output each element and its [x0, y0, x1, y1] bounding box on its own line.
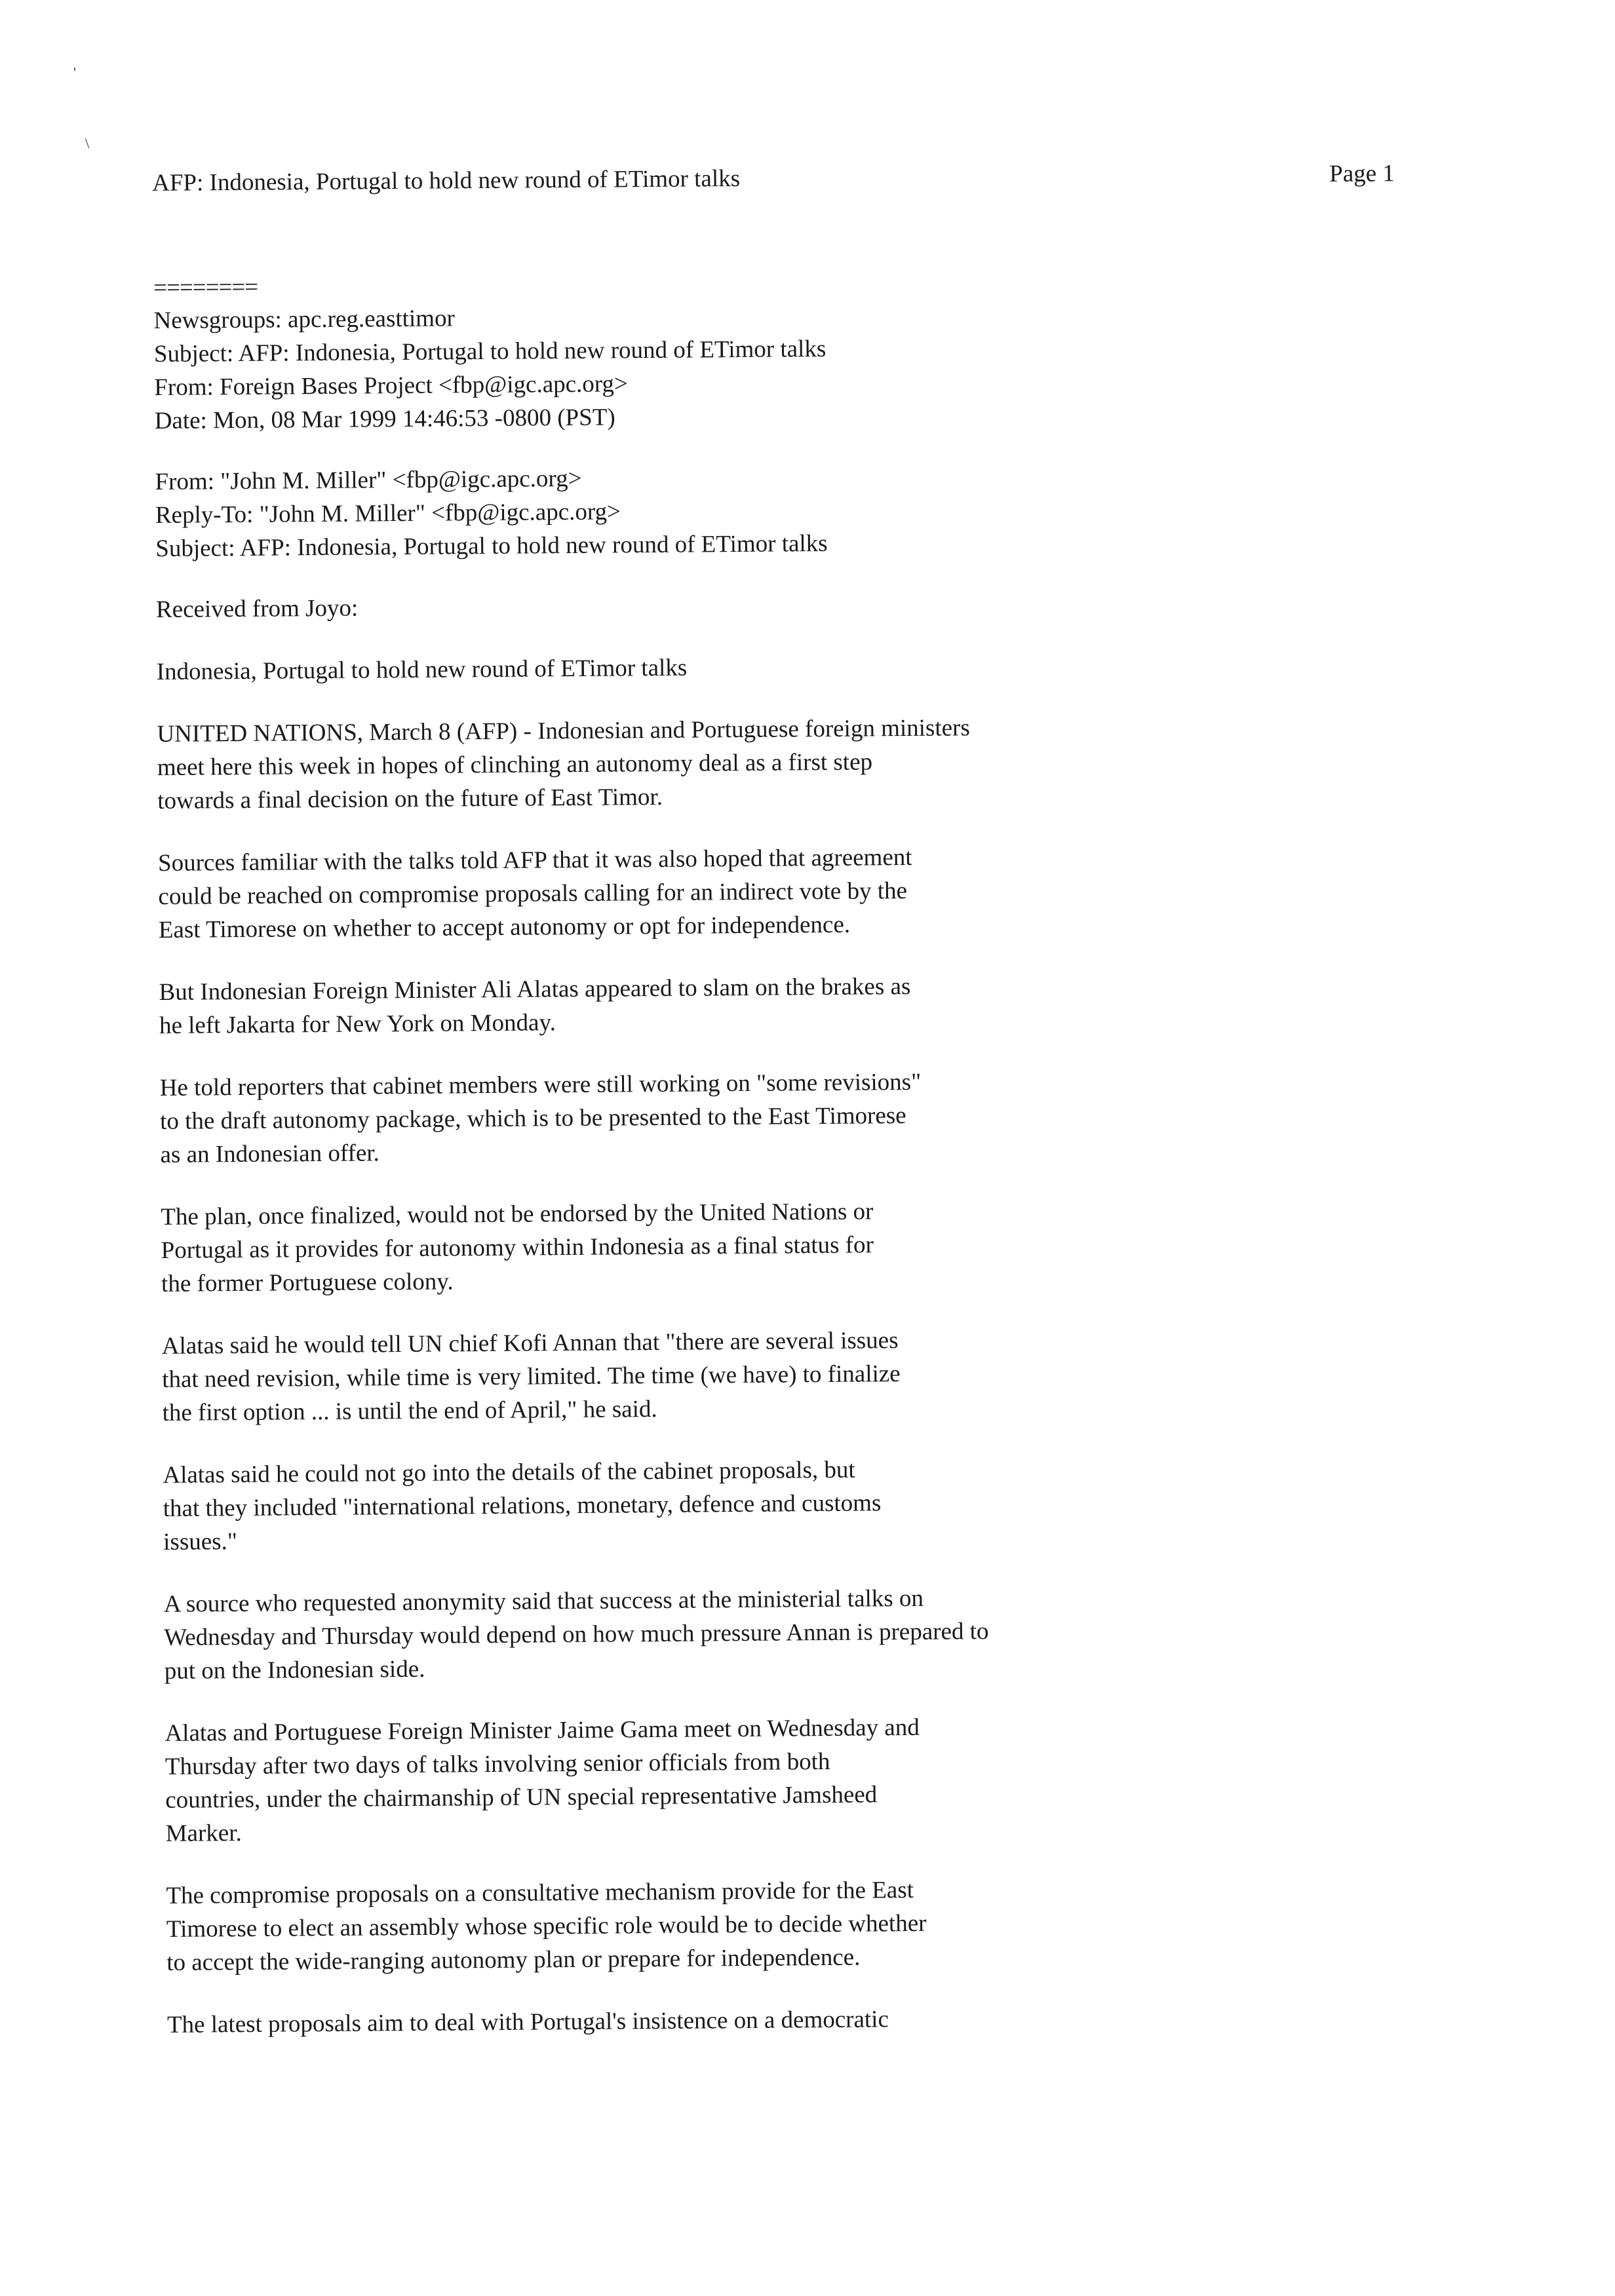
paragraph [160, 1063, 1183, 1172]
text-line: The latest proposals aim to deal with Portugal's insistence on a democratic [166, 2006, 889, 2038]
paragraph [159, 968, 1182, 1043]
header-date: Date: Mon, 08 Mar 1999 14:46:53 -0800 (PST) [154, 404, 615, 434]
text-line: A source who requested anonymity said that success at the ministerial talks on [163, 1584, 924, 1618]
text-line: He told reporters that cabinet members were still working on "some revisions" [159, 1068, 922, 1101]
text-line: Portugal as it provides for autonomy within Indonesia as a final status for [161, 1231, 874, 1264]
text-line: the former Portuguese colony. [161, 1268, 454, 1297]
text-line: could be reached on compromise proposals calling for an indirect vote by the [158, 877, 908, 910]
forwarded-headers [155, 457, 1178, 565]
page-number: Page 1 [1329, 160, 1395, 187]
header-newsgroups: Newsgroups: apc.reg.easttimor [153, 305, 455, 334]
text-line: that they included "international relations, monetary, defence and customs [163, 1489, 882, 1522]
header-from: From: Foreign Bases Project <fbp@igc.apc.org> [154, 370, 629, 401]
paragraph [162, 1322, 1185, 1430]
paragraph [164, 1580, 1187, 1688]
scan-speck: ' [73, 64, 76, 81]
text-line: Wednesday and Thursday would depend on how much pressure Annan is prepared to [164, 1618, 989, 1651]
forward-from: From: "John M. Miller" <fbp@igc.apc.org> [155, 465, 582, 495]
text-line: as an Indonesian offer. [160, 1139, 379, 1168]
paragraph [163, 1451, 1186, 1559]
paragraph [157, 647, 1179, 689]
text-line: to the draft autonomy package, which is to be presented to the East Timorese [159, 1102, 906, 1135]
separator-line: ======== [153, 273, 258, 301]
scan-speck: \ [85, 135, 90, 151]
text-line: Alatas and Portuguese Foreign Minister Jaime Gama meet on Wednesday and [165, 1713, 920, 1747]
message-body [153, 267, 1190, 2071]
text-line: But Indonesian Foreign Minister Ali Alatas appeared to slam on the brakes as [159, 972, 911, 1006]
text-line: he left Jakarta for New York on Monday. [159, 1009, 556, 1039]
text-line: meet here this week in hopes of clinching an autonomy deal as a first step [157, 748, 873, 781]
forward-reply-to: Reply-To: "John M. Miller" <fbp@igc.apc.org> [155, 498, 621, 529]
text-line: Received from Joyo: [155, 594, 359, 623]
text-line: put on the Indonesian side. [164, 1655, 425, 1685]
text-line: Sources familiar with the talks told AFP that it was also hoped that agreement [157, 843, 912, 877]
text-line: The plan, once finalized, would not be endorsed by the United Nations or [161, 1198, 874, 1231]
paragraph [161, 1193, 1184, 1301]
paragraph [167, 2000, 1190, 2042]
text-line: countries, under the chairmanship of UN special representative Jamsheed [165, 1781, 878, 1814]
text-line: that need revision, while time is very limited. The time (we have) to finalize [162, 1360, 901, 1393]
paragraph [157, 710, 1180, 818]
paragraph [156, 585, 1178, 626]
text-line: The compromise proposals on a consultative mechanism provide for the East [166, 1876, 914, 1909]
paragraph [166, 1871, 1189, 1980]
header-subject: Subject: AFP: Indonesia, Portugal to hold new round of ETimor talks [153, 335, 827, 368]
paragraph [158, 839, 1181, 947]
text-line: Indonesia, Portugal to hold new round of ETimor talks [156, 654, 688, 685]
text-line: Marker. [165, 1820, 242, 1847]
forward-subject: Subject: AFP: Indonesia, Portugal to hold new round of ETimor talks [155, 529, 828, 562]
paragraph [165, 1709, 1188, 1850]
text-line: issues." [163, 1528, 238, 1556]
document-title: AFP: Indonesia, Portugal to hold new round of ETimor talks [152, 164, 741, 197]
text-line: towards a final decision on the future of East Timor. [157, 783, 663, 814]
text-line: Alatas said he would tell UN chief Kofi Annan that "there are several issues [161, 1327, 899, 1360]
message-headers [153, 296, 1177, 438]
text-line: to accept the wide-ranging autonomy plan or prepare for independence. [166, 1943, 861, 1976]
text-line: the first option ... is until the end of April," he said. [162, 1396, 657, 1426]
text-line: Thursday after two days of talks involving senior officials from both [165, 1748, 830, 1780]
text-line: Alatas said he could not go into the details of the cabinet proposals, but [163, 1456, 855, 1489]
text-line: East Timorese on whether to accept autonomy or opt for independence. [158, 911, 851, 944]
text-line: UNITED NATIONS, March 8 (AFP) - Indonesian and Portuguese foreign ministers [157, 714, 970, 748]
text-line: Timorese to elect an assembly whose specific role would be to decide whether [166, 1909, 927, 1943]
